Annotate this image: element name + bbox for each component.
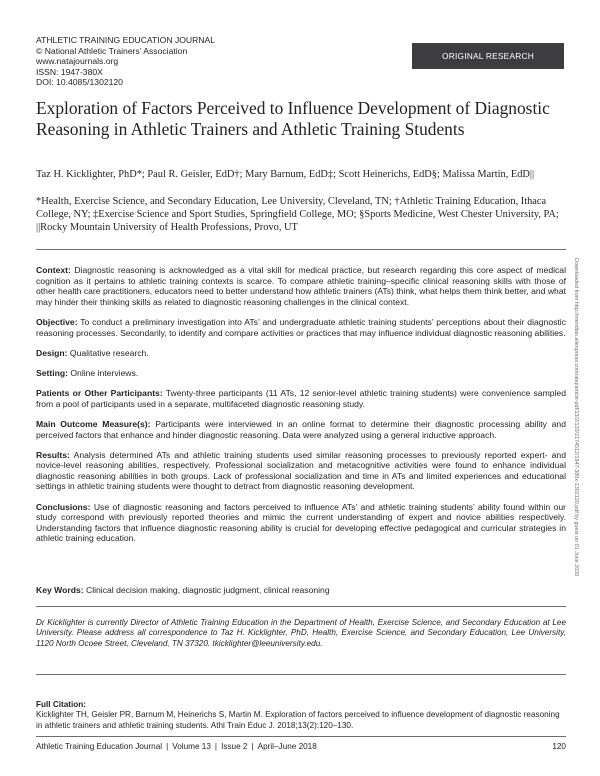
affiliations: *Health, Exercise Science, and Secondary Education, Lee University, Cleveland, TN; †Athletic Training Education, Ithaca College, NY; ‡Exercise Science and Sport Studies, Springfield College, MO; §Sports Medicine, West Chester University, PA; ||Rocky Mountain University of Health Professions, Provo, UT — [36, 196, 559, 233]
journal-name: ATHLETIC TRAINING EDUCATION JOURNAL — [36, 35, 216, 45]
footer-separator: | — [214, 742, 218, 751]
abstract-results: Results: Analysis determined ATs and athletic training students used similar reasoning processes to previously reported expert- and novice-level reasoning abilities, respectively. Professional socialization and metacognitive activities were found to enhance individual diagnostic reasoning abilities in both groups. Lack of professional socialization and time in ATs and limited experiences and educational settings in athletic training students were thought to detract from diagnostic reasoning development. — [36, 449, 566, 492]
article-title: Exploration of Factors Perceived to Influence Development of Diagnostic Reasoning in Athletic Trainers and Athletic Training Students — [36, 98, 550, 139]
footer-date: April–June 2018 — [257, 742, 317, 751]
citation-heading: Full Citation: — [36, 700, 87, 709]
abstract — [36, 265, 566, 554]
footer-separator: | — [251, 742, 254, 751]
section-badge: ORIGINAL RESEARCH — [412, 43, 564, 69]
abstract-setting: Setting: Online interviews. — [36, 367, 139, 378]
author-list: Taz H. Kicklighter, PhD*; Paul R. Geisler, EdD†; Mary Barnum, EdD‡; Scott Heinerichs, EdD§; Malissa Martin, EdD|| — [36, 169, 535, 180]
abstract-participants: Patients or Other Participants: Twenty-three participants (11 ATs, 12 senior-level athletic training students) were convenience sampled from a pool of participants used in a separate, multifaceted diagnostic reasoning study. — [36, 388, 566, 409]
abstract-objective: Objective: To conduct a preliminary investigation into ATs’ and undergraduate athletic training students’ perceptions about their diagnostic reasoning processes. Secondarily, to identify and compare activities or practices that may influence individual diagnostic reasoning abilities. — [36, 316, 567, 338]
doi: DOI: 10.4085/1302120 — [36, 77, 123, 87]
issn: ISSN: 1947-380X — [36, 66, 103, 77]
author-note: Dr Kicklighter is currently Director of Athletic Training Education in the Department of Health, Exercise Science, and Secondary Education at Lee University. Please address all correspondence to Taz H. Kicklighter, PhD, Health, Exercise Science, and Secondary Education, Lee University, 1120 North Ocoee Street, Cleveland, TN 37320. tkicklighter@leeuniversity.edu. — [36, 618, 566, 648]
footer-separator: | — [166, 742, 169, 751]
journal-masthead — [36, 35, 336, 88]
abstract-design: Design: Qualitative research. — [36, 347, 149, 358]
journal-website: www.natajournals.org — [36, 56, 119, 66]
footer-journal: Athletic Training Education Journal — [36, 742, 163, 751]
key-words: Key Words: Clinical decision making, diagnostic judgment, clinical reasoning — [36, 585, 330, 595]
page-number: 120 — [552, 742, 566, 751]
download-watermark: Downloaded from http://meridian.allenpress.com/atej/article-pdf/13/2/120/2174512/1947-380x-1302120.pdf by guest on 01 June 2020 — [573, 258, 579, 577]
abstract-context: Context: Diagnostic reasoning is acknowledged as a vital skill for medical practice, but research regarding this core aspect of medical cognition as it pertains to athletic training contexts is scarce. To compare athletic training–specific clinical reasoning skills with those of other health care practitioners, educators need to better understand how athletic trainers (ATs) think, what helps them think better, and what may hinder their thinking skills as related to diagnostic reasoning challenges in the clinical context. — [36, 265, 566, 307]
abstract-conclusions: Conclusions: Use of diagnostic reasoning and factors perceived to influence ATs’ and athletic training students’ ability found within our study correspond with previously reported theories and mimic the current understanding of expert and novice abilities respectively. Understanding factors that influence diagnostic reasoning ability is crucial for developing effective pedagogical and curricular strategies in athletic training education. — [36, 501, 566, 544]
divider-bottom — [36, 674, 566, 675]
page-footer — [36, 742, 566, 751]
divider-footer — [36, 736, 566, 737]
citation-text: Kicklighter TH, Geisler PR, Barnum M, Heinerichs S, Martin M. Exploration of factors perceived to influence development of diagnostic reasoning in athletic trainers and athletic training students. Athl Train Educ J. 2018;13(2):120–130. — [36, 710, 560, 730]
copyright-line: © National Athletic Trainers’ Association — [36, 45, 188, 56]
full-citation — [36, 700, 566, 731]
footer-volume: Volume 13 — [172, 742, 211, 751]
footer-issue: Issue 2 — [221, 742, 248, 751]
abstract-outcomes: Main Outcome Measure(s): Participants were interviewed in an online format to determine their diagnostic processing ability and perceived factors that enhance and hinder diagnostic reasoning. Data were analyzed using a general inductive approach. — [36, 418, 566, 440]
divider-middle — [36, 606, 566, 607]
divider-top — [36, 249, 566, 250]
